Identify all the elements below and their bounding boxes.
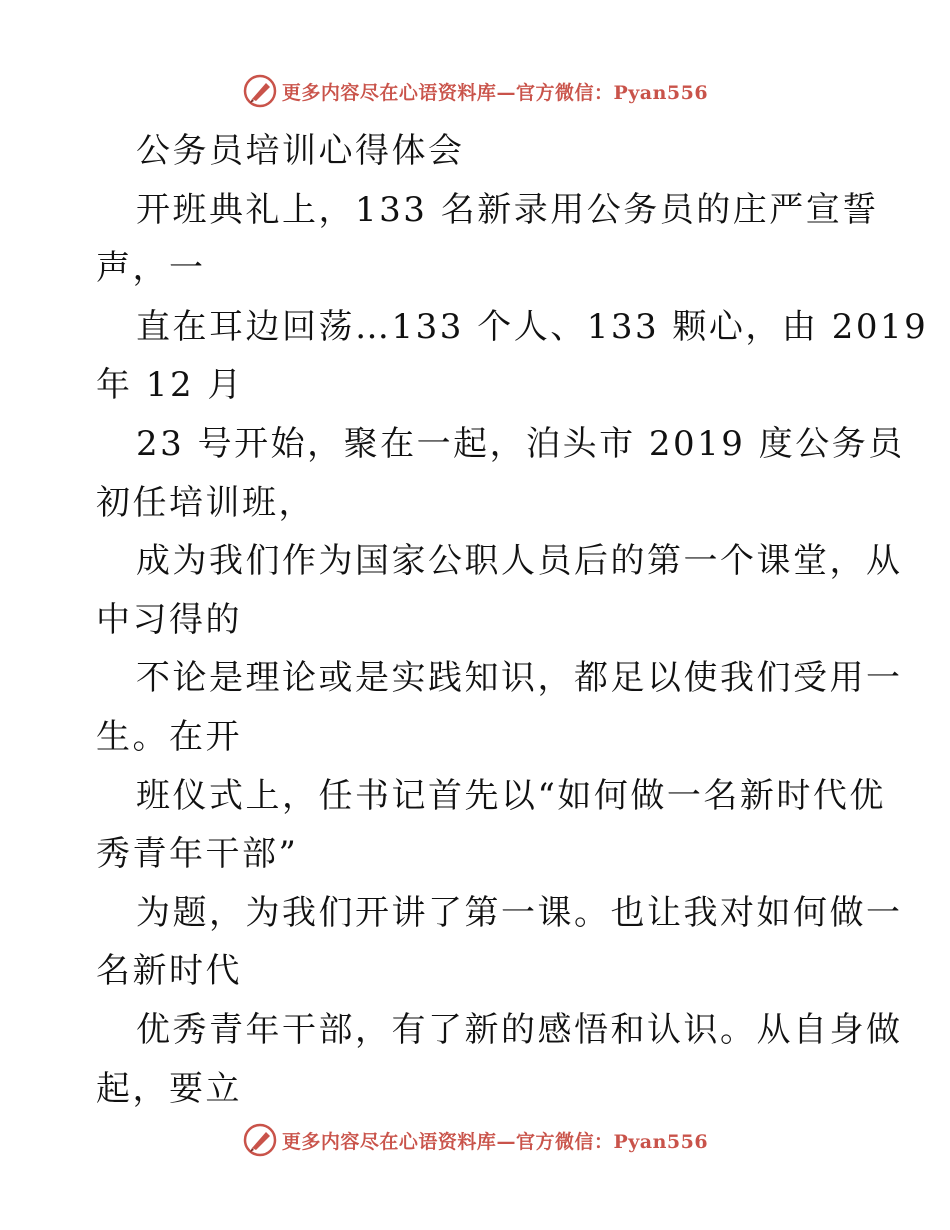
text-line: 成为我们作为国家公职人员后的第一个课堂，从 xyxy=(136,541,903,582)
text-line: 生。在开 xyxy=(96,716,242,757)
text-line: 起，要立 xyxy=(96,1068,242,1109)
text-line: 秀青年干部” xyxy=(96,834,299,875)
text-line: 名新时代 xyxy=(96,951,242,992)
text-line: 年 12 月 xyxy=(96,365,244,406)
text-line: 声，一 xyxy=(96,248,206,289)
banner-contact: —官方微信：Pyan556 xyxy=(496,1130,709,1153)
banner-brand: 更多内容尽在心语资料库 xyxy=(281,1130,497,1153)
text-line: 为题，为我们开讲了第一课。也让我对如何做一 xyxy=(136,892,903,933)
footer-banner xyxy=(0,1117,950,1163)
banner-contact: —官方微信：Pyan556 xyxy=(496,81,709,104)
text-line: 不论是理论或是实践知识，都足以使我们受用一 xyxy=(136,658,903,699)
document-body xyxy=(96,122,929,1118)
text-line: 中习得的 xyxy=(96,599,242,640)
text-line: 开班典礼上，133 名新录用公务员的庄严宣誓 xyxy=(136,189,879,230)
pen-logo-icon xyxy=(242,1122,278,1158)
banner-text xyxy=(282,1127,708,1154)
text-line: 初任培训班， xyxy=(96,482,315,523)
banner-text xyxy=(282,78,708,105)
header-banner xyxy=(0,68,950,114)
text-line: 23 号开始，聚在一起，泊头市 2019 度公务员 xyxy=(136,423,905,464)
pen-logo-icon xyxy=(242,73,278,109)
text-line: 班仪式上，任书记首先以“如何做一名新时代优 xyxy=(136,775,886,816)
banner-brand: 更多内容尽在心语资料库 xyxy=(281,81,497,104)
text-line: 直在耳边回荡…133 个人、133 颗心，由 2019 xyxy=(136,306,929,347)
text-line: 优秀青年干部，有了新的感悟和认识。从自身做 xyxy=(136,1009,903,1050)
document-title: 公务员培训心得体会 xyxy=(136,131,465,171)
